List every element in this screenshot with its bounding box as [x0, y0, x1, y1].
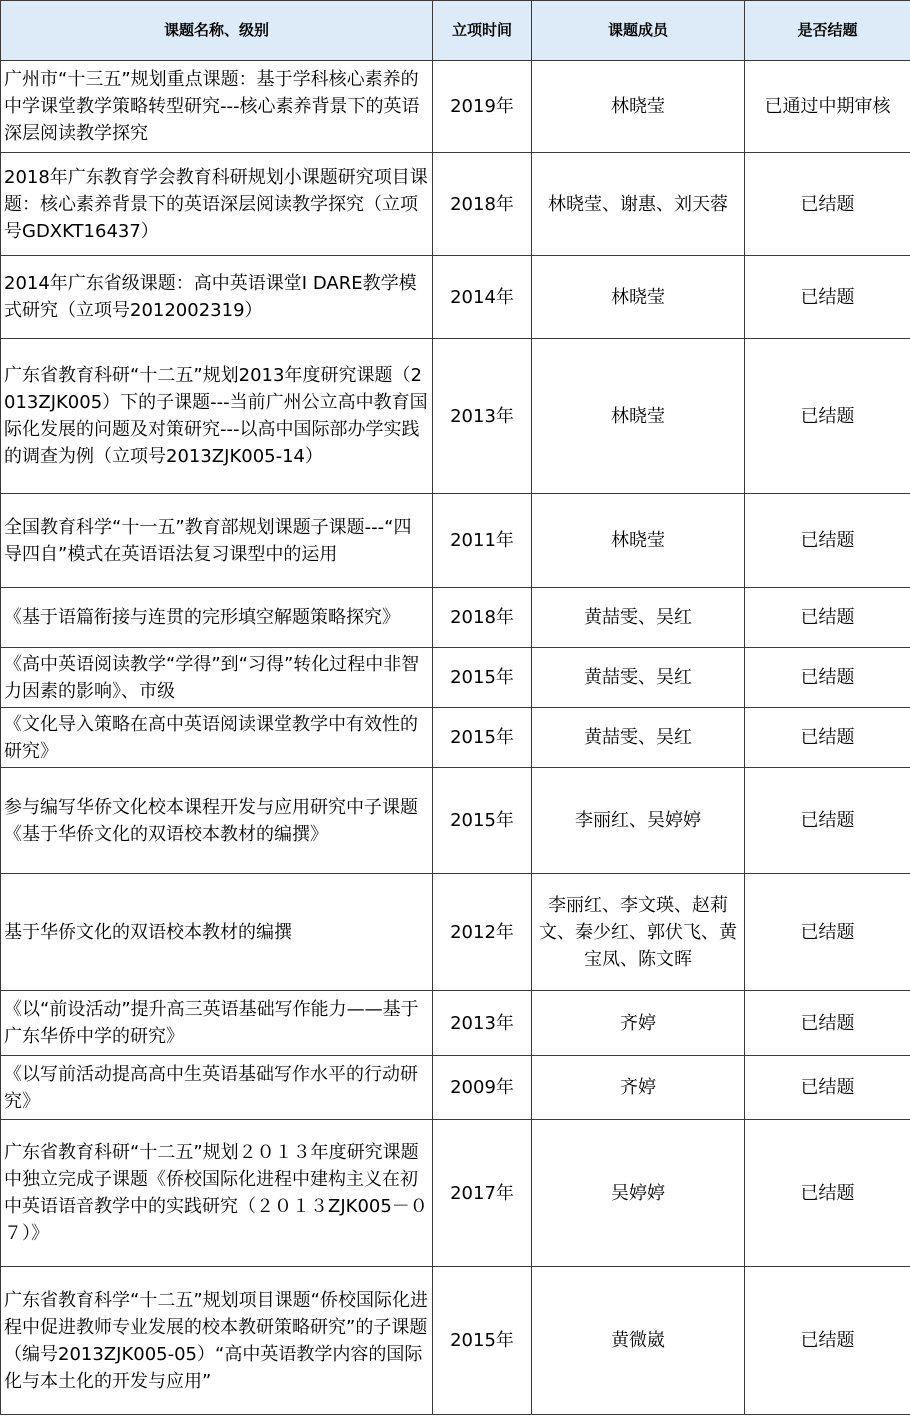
project-status-cell: 已结题: [745, 648, 910, 708]
project-year-cell: 2015年: [433, 708, 532, 768]
project-name-cell: 2014年广东省级课题：高中英语课堂I DARE教学模式研究（立项号2012002319）: [1, 256, 433, 339]
table-row: [1, 256, 910, 339]
table-row: [1, 648, 910, 708]
project-year-cell: 2015年: [433, 1267, 532, 1415]
project-status-cell: 已结题: [745, 588, 910, 648]
table-row: [1, 588, 910, 648]
project-members-cell: 齐婷: [532, 1056, 745, 1120]
project-year-cell: 2009年: [433, 1056, 532, 1120]
project-year-cell: 2015年: [433, 648, 532, 708]
project-year-cell: 2012年: [433, 874, 532, 991]
project-status-cell: 已结题: [745, 494, 910, 588]
project-status-cell: 已结题: [745, 1056, 910, 1120]
project-year-cell: 2013年: [433, 339, 532, 494]
project-status-cell: 已通过中期审核: [745, 61, 910, 153]
project-members-cell: 林晓莹: [532, 61, 745, 153]
project-year-cell: 2011年: [433, 494, 532, 588]
project-year-cell: 2019年: [433, 61, 532, 153]
project-status-cell: 已结题: [745, 874, 910, 991]
project-members-cell: 黄喆雯、吴红: [532, 588, 745, 648]
project-status-cell: 已结题: [745, 991, 910, 1056]
project-members-cell: 黄微崴: [532, 1267, 745, 1415]
project-status-cell: 已结题: [745, 768, 910, 874]
project-name-cell: 《文化导入策略在高中英语阅读课堂教学中有效性的研究》: [1, 708, 433, 768]
project-members-cell: 林晓莹: [532, 339, 745, 494]
table-row: [1, 61, 910, 153]
project-members-cell: 李丽红、李文瑛、赵莉文、秦少红、郭伏飞、黄宝凤、陈文晖: [532, 874, 745, 991]
table-row: [1, 1267, 910, 1415]
project-members-cell: 林晓莹: [532, 494, 745, 588]
project-name-cell: 《基于语篇衔接与连贯的完形填空解题策略探究》: [1, 588, 433, 648]
table-row: [1, 1056, 910, 1120]
column-header-members: 课题成员: [532, 1, 745, 61]
project-status-cell: 已结题: [745, 1267, 910, 1415]
table-row: [1, 768, 910, 874]
table-row: [1, 991, 910, 1056]
project-name-cell: 《以“前设活动”提升高三英语基础写作能力——基于广东华侨中学的研究》: [1, 991, 433, 1056]
project-members-cell: 林晓莹: [532, 256, 745, 339]
project-name-cell: 基于华侨文化的双语校本教材的编撰: [1, 874, 433, 991]
table-row: [1, 494, 910, 588]
project-members-cell: 林晓莹、谢惠、刘天蓉: [532, 153, 745, 256]
project-members-cell: 齐婷: [532, 991, 745, 1056]
project-name-cell: 《高中英语阅读教学“学得”到“习得”转化过程中非智力因素的影响》、市级: [1, 648, 433, 708]
project-name-cell: 2018年广东教育学会教育科研规划小课题研究项目课题：核心素养背景下的英语深层阅读教学探究（立项号GDXKT16437）: [1, 153, 433, 256]
header-row: [1, 1, 910, 61]
column-header-year: 立项时间: [433, 1, 532, 61]
project-name-cell: 广东省教育科研“十二五”规划２０１３年度研究课题中独立完成子课题《侨校国际化进程中建构主义在初中英语语音教学中的实践研究（２０１３ZJK005－０７）》: [1, 1120, 433, 1267]
project-members-cell: 吴婷婷: [532, 1120, 745, 1267]
column-header-name: 课题名称、级别: [1, 1, 433, 61]
project-year-cell: 2018年: [433, 153, 532, 256]
project-name-cell: 参与编写华侨文化校本课程开发与应用研究中子课题《基于华侨文化的双语校本教材的编撰》: [1, 768, 433, 874]
column-header-status: 是否结题: [745, 1, 910, 61]
project-name-cell: 全国教育科学“十一五”教育部规划课题子课题---“四导四自”模式在英语语法复习课型中的运用: [1, 494, 433, 588]
project-status-cell: 已结题: [745, 339, 910, 494]
project-name-cell: 广东省教育科研“十二五”规划2013年度研究课题（2013ZJK005）下的子课题---当前广州公立高中教育国际化发展的问题及对策研究---以高中国际部办学实践的调查为例（立项号2013ZJK005-14）: [1, 339, 433, 494]
project-members-cell: 黄喆雯、吴红: [532, 708, 745, 768]
project-year-cell: 2014年: [433, 256, 532, 339]
project-members-cell: 黄喆雯、吴红: [532, 648, 745, 708]
project-year-cell: 2013年: [433, 991, 532, 1056]
project-name-cell: 广东省教育科学“十二五”规划项目课题“侨校国际化进程中促进教师专业发展的校本教研策略研究”的子课题（编号2013ZJK005-05）“高中英语教学内容的国际化与本土化的开发与应用”: [1, 1267, 433, 1415]
table-row: [1, 339, 910, 494]
project-status-cell: 已结题: [745, 256, 910, 339]
project-status-cell: 已结题: [745, 153, 910, 256]
project-year-cell: 2017年: [433, 1120, 532, 1267]
table-row: [1, 708, 910, 768]
project-name-cell: 《以写前活动提高高中生英语基础写作水平的行动研究》: [1, 1056, 433, 1120]
project-year-cell: 2018年: [433, 588, 532, 648]
table-row: [1, 1120, 910, 1267]
project-year-cell: 2015年: [433, 768, 532, 874]
project-status-cell: 已结题: [745, 1120, 910, 1267]
project-name-cell: 广州市“十三五”规划重点课题：基于学科核心素养的中学课堂教学策略转型研究---核心素养背景下的英语深层阅读教学探究: [1, 61, 433, 153]
table-row: [1, 874, 910, 991]
table-row: [1, 153, 910, 256]
project-status-cell: 已结题: [745, 708, 910, 768]
project-members-cell: 李丽红、吴婷婷: [532, 768, 745, 874]
